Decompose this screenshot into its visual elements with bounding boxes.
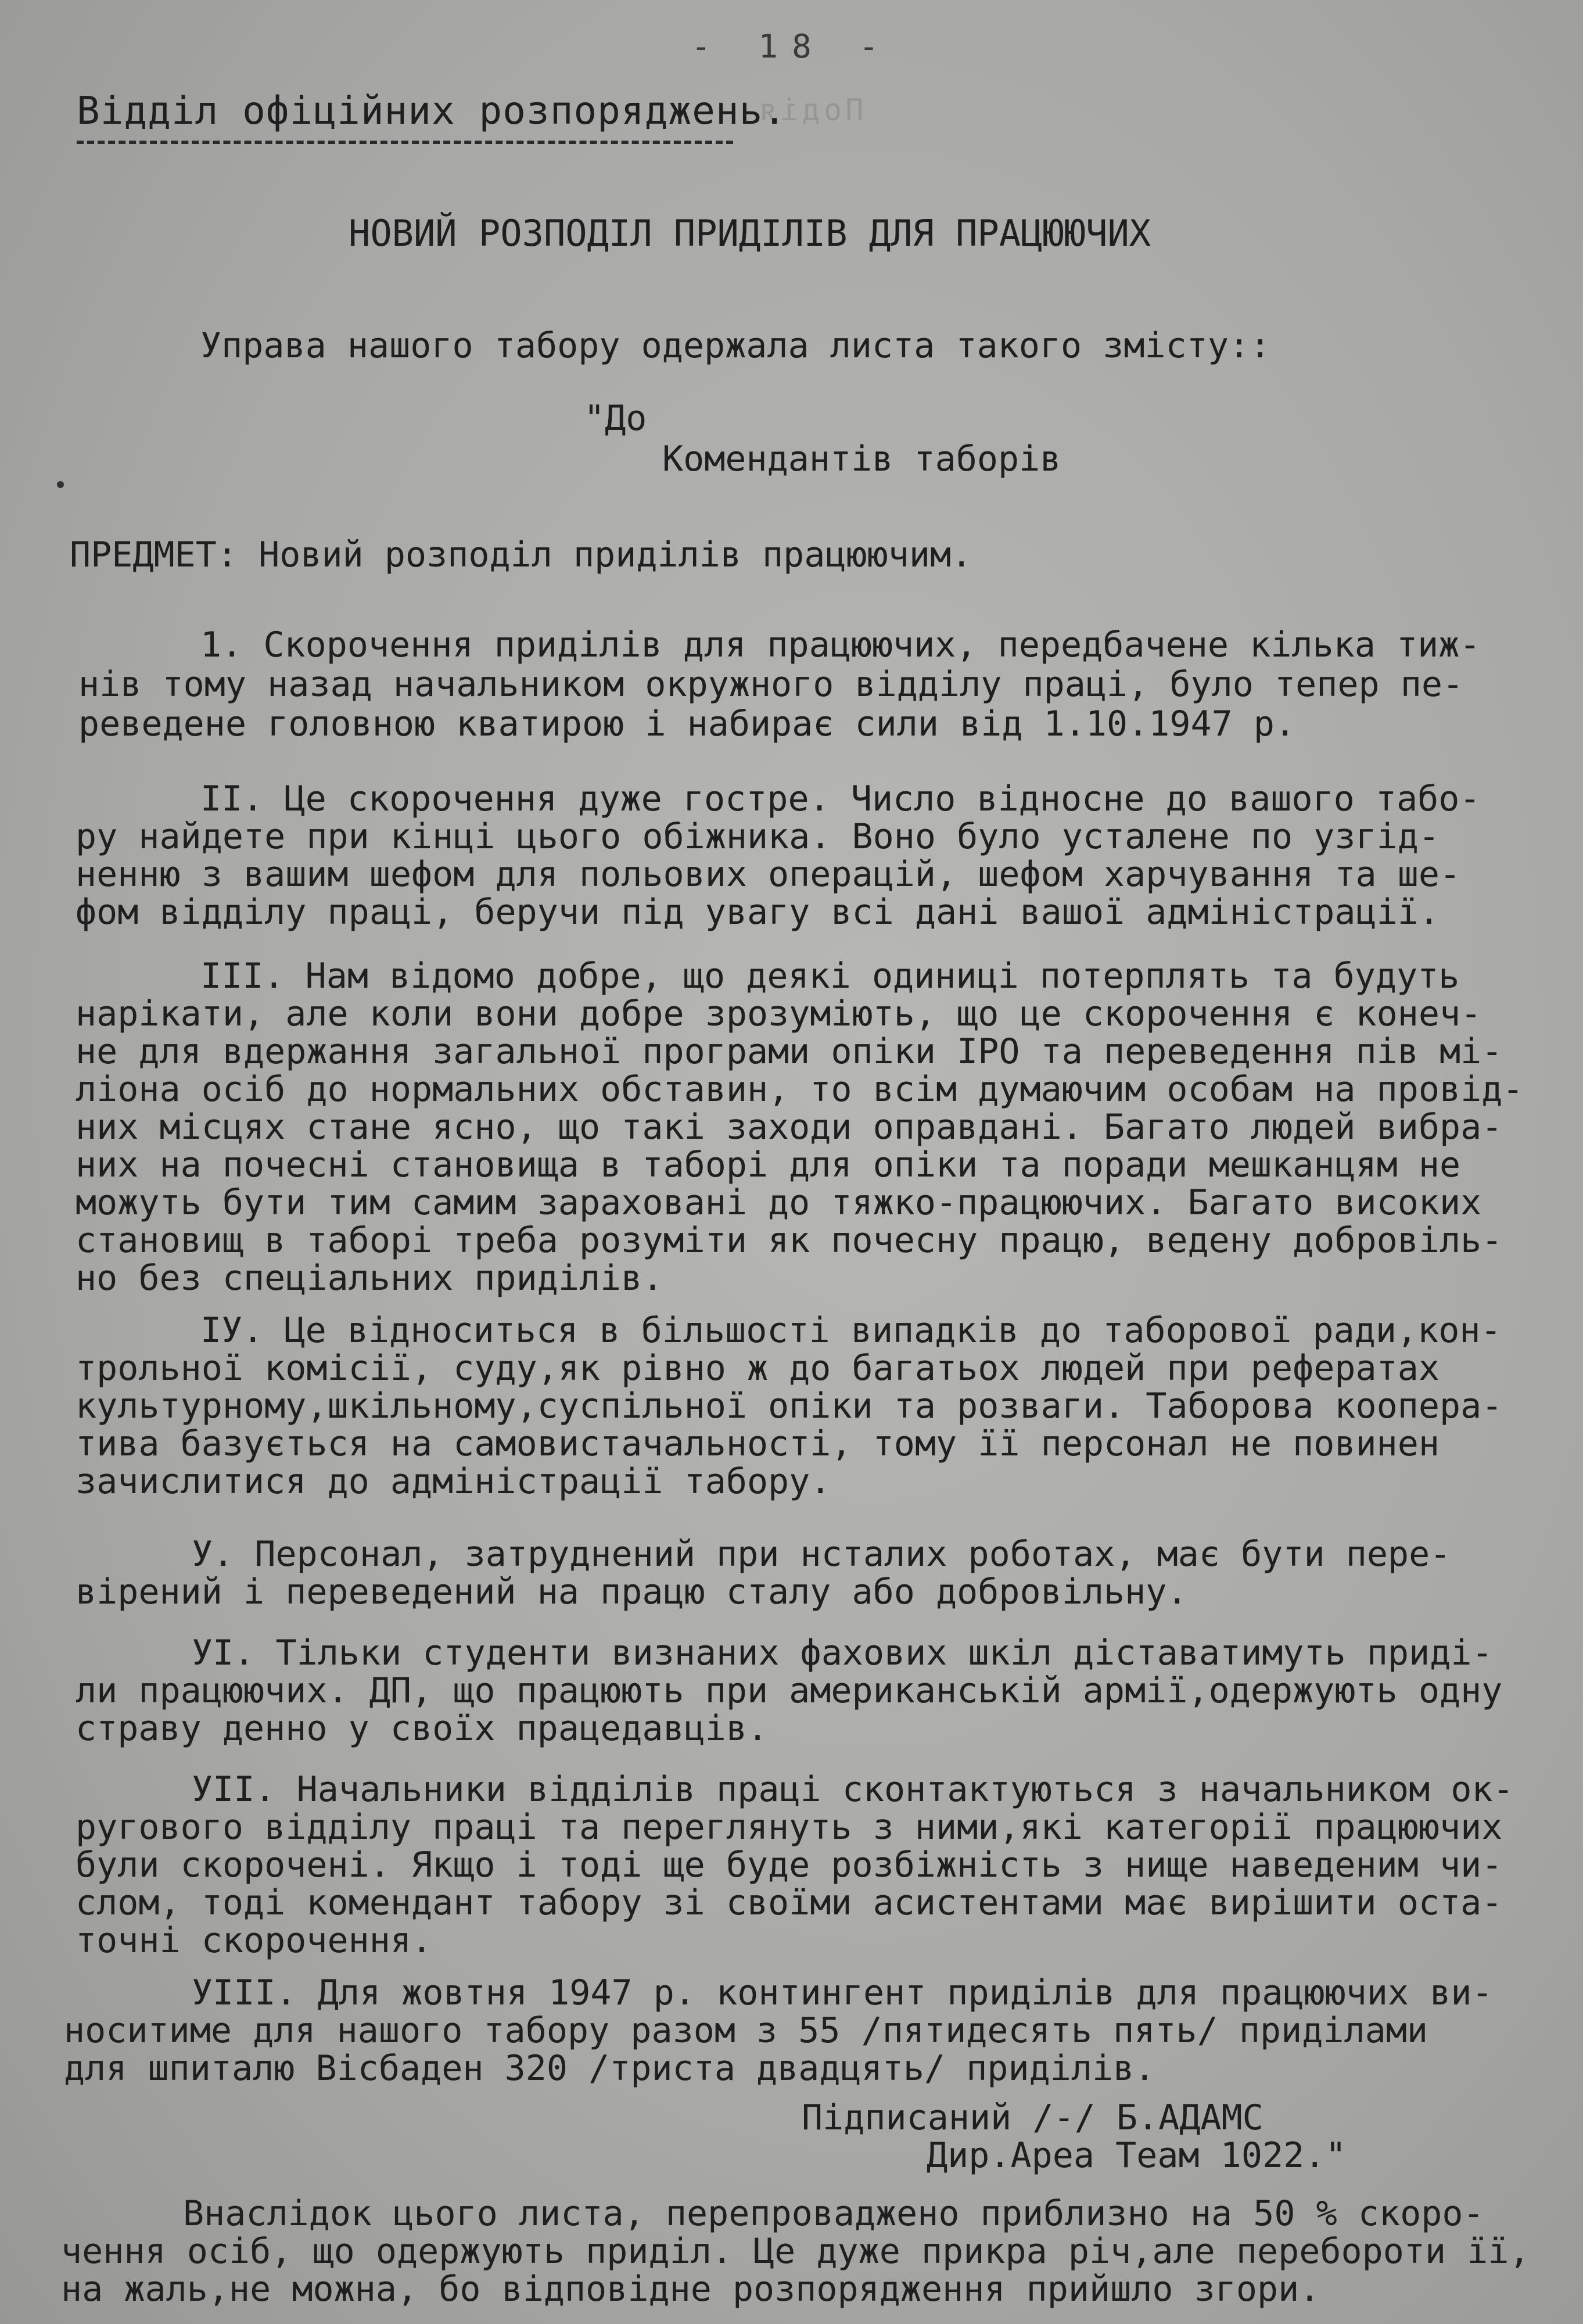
p7-line: були скорочені. Якщо і тоді ще буде розбіжність з нище наведеним чи- [76,1845,1503,1885]
p2-line: ненню з вашим шефом для польових операцій, шефом харчування та ше- [76,854,1461,895]
p7-line: точні скорочення. [76,1920,433,1961]
p3-line: не для вдержання загальної програми опіки ІРО та переведення пів мі- [76,1031,1503,1072]
p7-line: УII. Начальники відділів праці сконтактуються з начальником ок- [192,1769,1514,1810]
p7-line: слом, тоді комендант табору зі своїми асистентами має вирішити оста- [76,1882,1503,1923]
p4-line: трольної комісії, суду,як рівно ж до багатьох людей при рефератах [76,1348,1440,1389]
signature-title: Дир.Ареа Теам 1022." [927,2135,1347,2176]
intro-line: Управа нашого табору одержала листа такого змісту:: [200,325,1271,366]
p3-line: но без спеціальних приділів. [76,1258,663,1299]
p3-line: ліона осіб до нормальних обставин, то всім думаючим особам на провід- [76,1069,1524,1110]
p7-line: ругового відділу праці та переглянуть з ними,які категорії працюючих [76,1807,1503,1848]
section-underline [77,141,733,144]
closing-line: Внаслідок цього листа, перепроваджено приблизно на 50 % скоро- [183,2193,1484,2234]
p5-line: У. Персонал, затруднений при нсталих роботах, має бути пере- [192,1534,1451,1575]
closing-line: на жаль,не можна, бо відповідне розпорядження прийшло згори. [61,2269,1320,2309]
p4-line: культурному,шкільному,суспільної опіки та розваги. Таборова коопера- [76,1386,1503,1426]
address-line-1: "До [584,398,647,439]
page-number: - 18 - [691,28,893,66]
p6-line: ли працюючих. ДП, що працюють при американській армії,одержують одну [76,1670,1503,1711]
p3-line: них місцях стане ясно, що такі заходи оправдані. Багато людей вибра- [76,1107,1503,1147]
p2-line: ру найдете при кінці цього обіжника. Воно було усталене по узгід- [76,816,1440,857]
section-header: Відділ офіційних розпоряджень. [77,88,787,133]
p2-line: фом відділу праці, беручи під увагу всі дані вашої адміністрації. [76,892,1440,933]
p1-line: нів тому назад начальником окружного відділу праці, було тепер пе- [78,664,1464,705]
p3-line: них на почесні становища в таборі для опіки та поради мешканцям не [76,1145,1461,1185]
p1-line: 1. Скорочення приділів для працюючих, передбачене кілька тиж- [200,625,1481,665]
p4-line: зачислитися до адміністрації табору. [76,1461,831,1502]
p4-line: тива базується на самовистачальності, тому її персонал не повинен [76,1423,1440,1464]
p3-line: нарікати, але коли вони добре зрозуміють, що це скорочення є конеч- [76,994,1482,1034]
p8-line: УIII. Для жовтня 1947 р. контингент приділів для працюючих ви- [192,1972,1493,2013]
signature-line: Підписаний /-/ Б.АДАМС [802,2097,1263,2138]
p6-line: страву денно у своїх працедавців. [76,1708,769,1749]
subject-line: ПРЕДМЕТ: Новий розподіл приділів працюючим. [70,535,972,575]
p1-line: реведене головною кватирою і набирає сили від 1.10.1947 р. [78,704,1296,744]
p6-line: УI. Тільки студенти визнаних фахових шкіл діставатимуть приді- [192,1633,1493,1673]
document-title: НОВИЙ РОЗПОДІЛ ПРИДІЛІВ ДЛЯ ПРАЦЮЮЧИХ [349,212,1151,254]
closing-line: чення осіб, що одержують приділ. Це дуже прикра річ,але перебороти її, [61,2231,1530,2272]
bleed-through-text: Подія [755,93,864,128]
p8-line: носитиме для нашого табору разом з 55 /пятидесять пять/ приділами [64,2010,1428,2051]
p2-line: II. Це скорочення дуже гостре. Число відносне до вашого табо- [200,779,1481,819]
p5-line: вірений і переведений на працю сталу або добровільну. [76,1572,1188,1612]
p8-line: для шпиталю Вісбаден 320 /триста двадцять/ приділів. [64,2048,1155,2089]
p3-line: становищ в таборі треба розуміти як почесну працю, ведену добровіль- [76,1220,1503,1261]
margin-mark [57,481,64,488]
p4-line: IУ. Це відноситься в більшості випадків до таборової ради,кон- [200,1310,1502,1351]
p3-line: III. Нам відомо добре, що деякі одиниці потерплять та будуть [200,956,1460,996]
address-line-2: Комендантів таборів [662,439,1061,479]
p3-line: можуть бути тим самим зараховані до тяжко-працюючих. Багато високих [76,1182,1482,1223]
